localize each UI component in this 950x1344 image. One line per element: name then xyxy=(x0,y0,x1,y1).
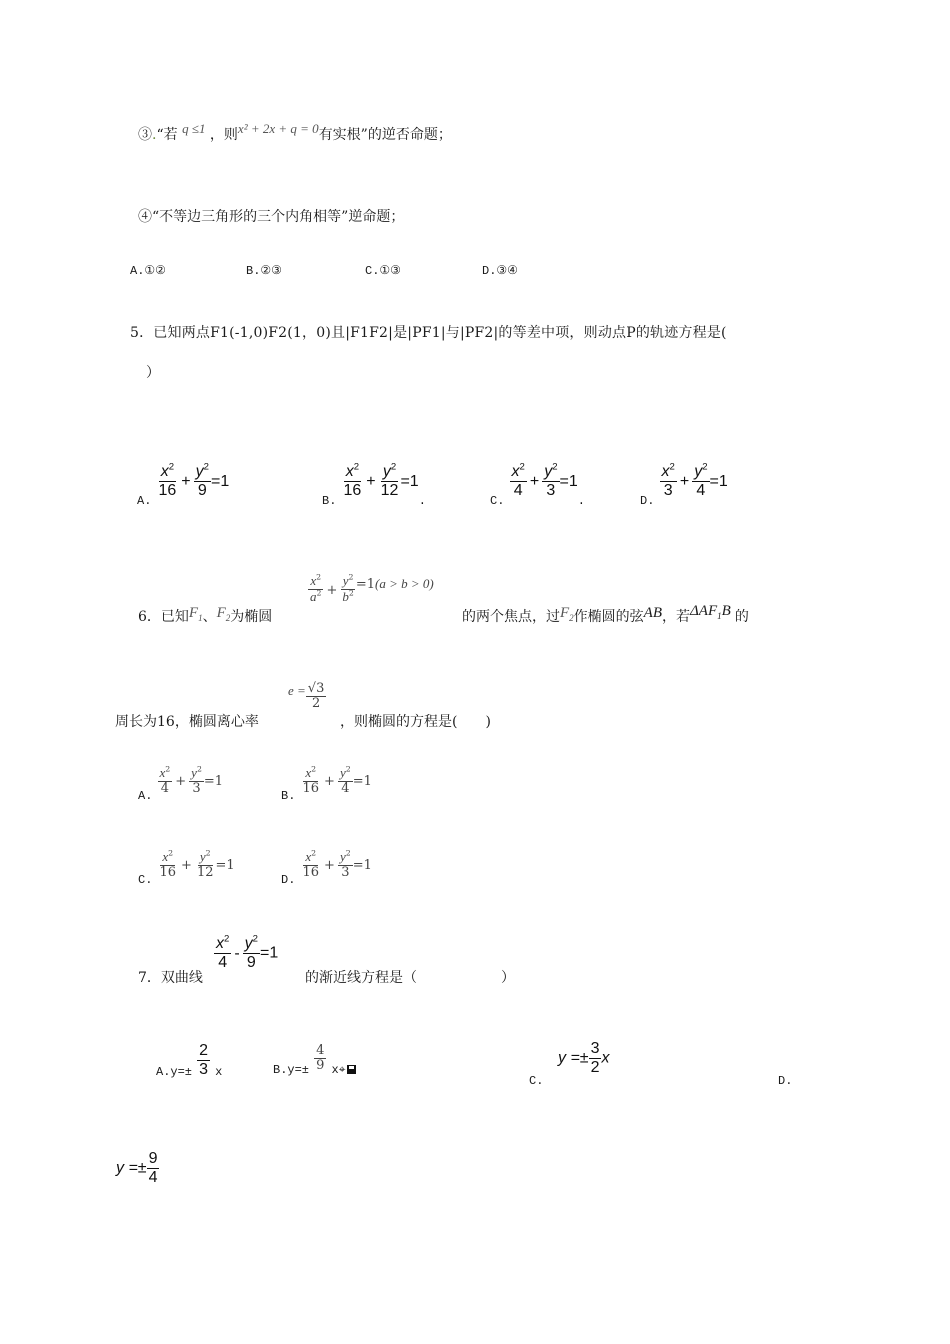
q4-option-d: D.③④ xyxy=(482,264,518,278)
q6-ellipse-equation: $\frac{x^2}{a^2}$ + $\frac{y^2}{b^2}$ =1(a > b > 0) xyxy=(310,572,434,605)
q4-option-a: A.①② xyxy=(130,264,166,278)
q5-stem-close: ） xyxy=(146,365,160,381)
q6-stem-cont: 的两个焦点，过$F_2$作椭圆的弦AB，若$\Delta AF_1B$ 的 xyxy=(462,603,749,625)
q7-hyperbola-equation: $\frac{x^2}{4}$ - $\frac{y^2}{9}$ =1 xyxy=(216,933,279,971)
q4-option-c: C.①③ xyxy=(365,264,401,278)
q4-option-b: B.②③ xyxy=(246,264,282,278)
q6-option-d: $_{D.}$ $\frac{x^2}{16}$ + $\frac{y^2}{3}$ =1 xyxy=(281,848,372,888)
crosshair-icon: ⌖ xyxy=(338,1062,346,1077)
item-3: ③.“若 q ≤1 ，则x² + 2x + q = 0有实根”的逆否命题； xyxy=(138,121,452,143)
item-3-marker: ③ xyxy=(138,127,152,143)
q7-option-d-label: D. xyxy=(778,1074,793,1088)
q6-stem-line2-end: ，则椭圆的方程是( ) xyxy=(340,714,491,730)
q7-option-c: y =± $\frac{3}{2}$ x xyxy=(558,1040,610,1076)
q6-option-b: $_{B.}$ $\frac{x^2}{16}$ + $\frac{y^2}{4}$ =1 xyxy=(281,764,372,804)
q5-option-a: $_{A.}$ $\frac{x^2}{16}$ + $\frac{y^2}{9}$ =1 xyxy=(137,461,230,508)
q6-option-c: $_{C.}$ $\frac{x^2}{16}$ + $\frac{y^2}{12}$ =1 xyxy=(138,848,235,888)
q5-option-b: $_{B.}$ $\frac{x^2}{16}$ + $\frac{y^2}{12}$ $=1_.$ xyxy=(322,461,426,508)
q7-option-d: y =± $\frac{9}{4}$ xyxy=(116,1150,158,1186)
q7-option-a: $_{A.y=\pm}$ $\frac{2}{3}$ $_x$ xyxy=(156,1042,223,1079)
q5-option-c: $_{C.}$ $\frac{x^2}{4}$ + $\frac{y^2}{3}$ $=1_.$ xyxy=(490,461,585,508)
q6-stem-line2: 周长为16，椭圆离心率 xyxy=(115,714,259,730)
q7-option-c-label: C. xyxy=(529,1074,544,1088)
item-3-condition: q ≤1 xyxy=(182,121,206,136)
q7-stem-prefix: 7．双曲线 xyxy=(138,970,203,986)
q6-eccentricity: e = $\frac{√3}{2}$ xyxy=(288,681,325,712)
q7-option-b: $_{B.y=\pm}$ $\frac{4}{9}$ $_{x⌖}$ xyxy=(273,1044,356,1074)
q5-stem: 5．已知两点F1(-1,0)F2(1，0)且|F1F2|是|PF1|与|PF2|的等差中项，则动点P的轨迹方程是( xyxy=(130,325,727,341)
q6-stem: 6．已知$F_1$、$F_2$为椭圆 xyxy=(138,605,273,625)
q7-stem-suffix: 的渐近线方程是（ ） xyxy=(305,970,515,986)
q5-option-d: $_{D.}$ $\frac{x^2}{3}$ + $\frac{y^2}{4}$ =1 xyxy=(640,461,728,508)
floppy-disk-icon xyxy=(347,1065,356,1074)
item-4: ④“不等边三角形的三个内角相等”逆命题； xyxy=(138,209,405,225)
item-3-equation: x² + 2x + q = 0 xyxy=(237,121,319,136)
q6-option-a: $_{A.}$ $\frac{x^2}{4}$ + $\frac{y^2}{3}$ =1 xyxy=(138,764,224,804)
